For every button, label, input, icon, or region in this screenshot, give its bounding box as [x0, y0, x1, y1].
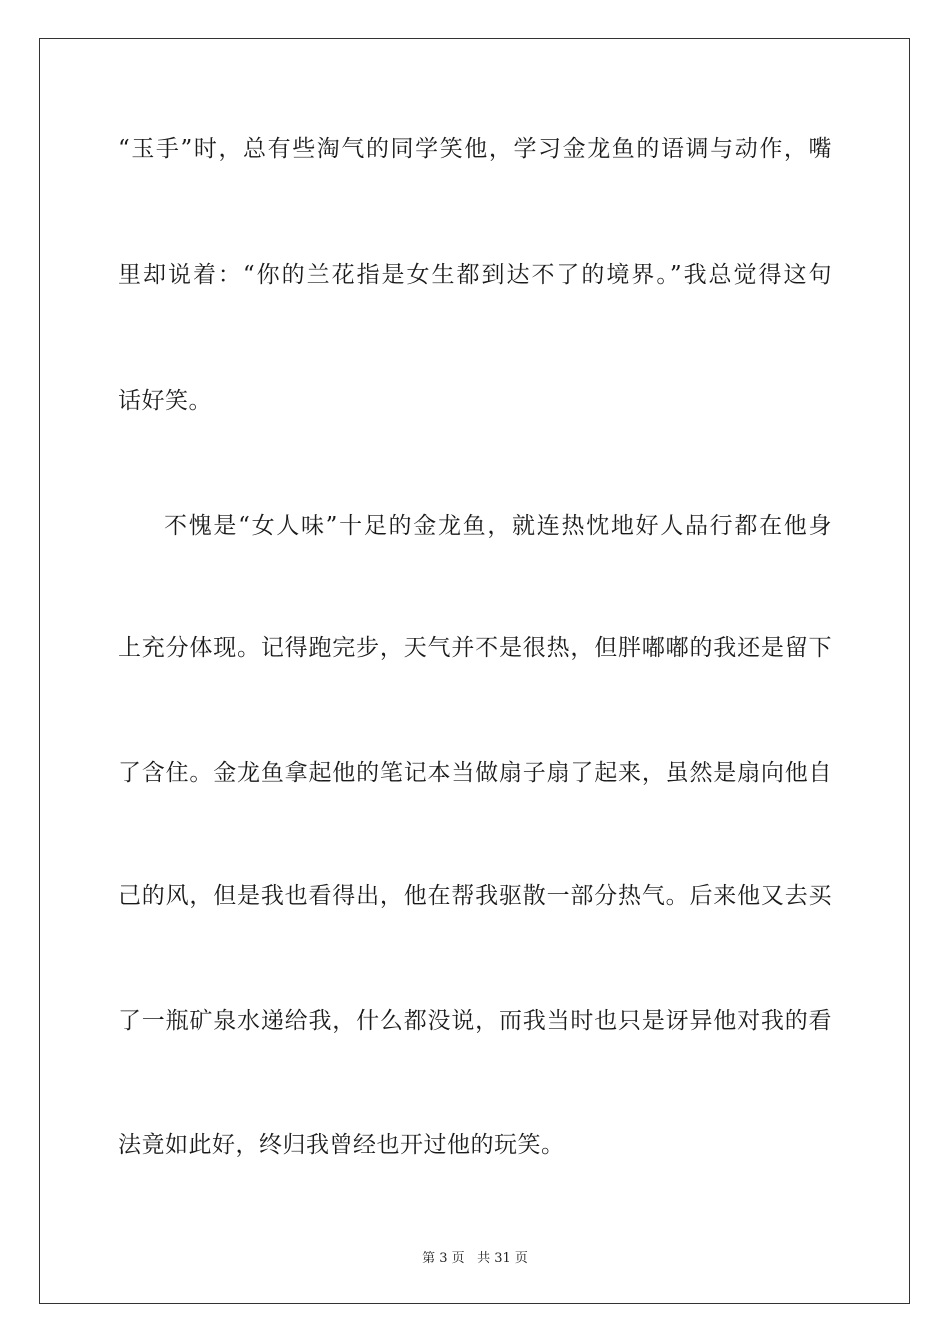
- text-line: 上充分体现。记得跑完步，天气并不是很热，但胖嘟嘟的我还是留下: [118, 635, 832, 661]
- text-line: 话好笑。: [118, 388, 212, 414]
- text-line: 里却说着：“你的兰花指是女生都到达不了的境界。”我总觉得这句: [118, 262, 832, 288]
- text-line: 法竟如此好，终归我曾经也开过他的玩笑。: [118, 1132, 565, 1158]
- paragraph-first-line: 不愧是“女人味”十足的金龙鱼，就连热忱地好人品行都在他身: [164, 513, 832, 539]
- page-footer: [0, 1247, 950, 1266]
- text-line: 了含住。金龙鱼拿起他的笔记本当做扇子扇了起来，虽然是扇向他自: [118, 760, 832, 786]
- page-border: [39, 38, 910, 1304]
- text-line: 了一瓶矿泉水递给我，什么都没说，而我当时也只是讶异他对我的看: [118, 1008, 832, 1034]
- page-number: 第 3 页: [422, 1251, 465, 1266]
- text-line: “玉手”时，总有些淘气的同学笑他，学习金龙鱼的语调与动作，嘴: [118, 136, 832, 162]
- page-total: 共 31 页: [477, 1251, 528, 1266]
- text-line: 己的风，但是我也看得出，他在帮我驱散一部分热气。后来他又去买: [118, 883, 832, 909]
